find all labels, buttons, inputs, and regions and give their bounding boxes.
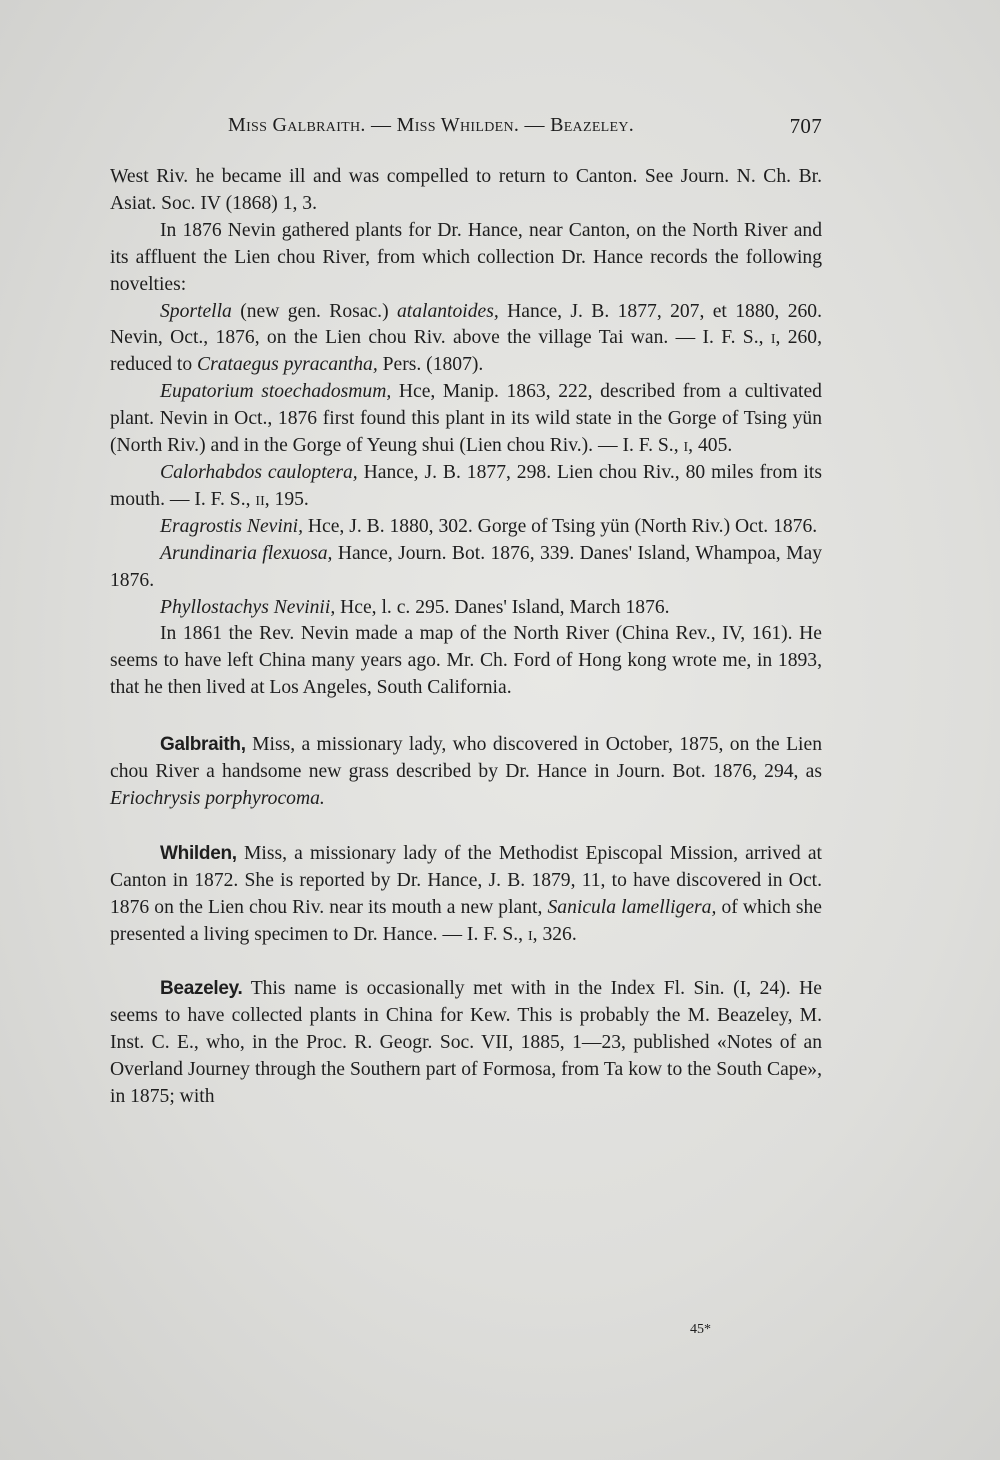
signature-mark: 45* (690, 1322, 711, 1337)
entry-galbraith: Galbraith, Miss, a missionary lady, who discovered in October, 1875, on the Lien chou River a handsome new grass described by Dr. Hance in Journ. Bot. 1876, 294, as Eriochrysis porphyrocoma. (110, 734, 822, 809)
species-name: Eragrostis Nevini, (160, 515, 303, 537)
page-number: 707 (789, 114, 822, 138)
paragraph-nevin-1876: In 1876 Nevin gathered plants for Dr. Hance, near Canton, on the North River and its affluent the Lien chou River, from which collection Dr. Hance records the following novelties: (110, 219, 822, 295)
entry-whilden: Whilden, Miss, a missionary lady of the Methodist Episcopal Mission, arrived at Canton in 1872. She is reported by Dr. Hance, J. B. 1879, 11, to have discovered in Oct. 1876 on the Lien chou Riv. near its mouth a new plant, Sanicula lamelligera, of which she presented a living specimen to Dr. Hance. — I. F. S., i, 326. (110, 842, 822, 945)
species-name: Arundinaria flexuosa, (160, 542, 333, 564)
person-name: Whilden, (160, 842, 237, 864)
paragraph-nevin-map: In 1861 the Rev. Nevin made a map of the North River (China Rev., IV, 161). He seems to have left China many years ago. Mr. Ch. Ford of Hong kong wrote me, in 1893, that he then lived at Los Angeles, South California. (110, 623, 822, 699)
species-name: Crataegus pyracantha, (197, 354, 378, 376)
running-title: Miss Galbraith. — Miss Whilden. — Beazeley. (228, 114, 635, 136)
entry-calorhabdos: Calorhabdos cauloptera, Hance, J. B. 1877, 298. Lien chou Riv., 80 miles from its mouth. — I. F. S., ii, 195. (110, 461, 822, 510)
entry-sportella: Sportella (new gen. Rosac.) atalantoides, Hance, J. B. 1877, 207, et 1880, 260. Nevin, Oct., 1876, on the Lien chou Riv. above the village Tai wan. — I. F. S., i, 260, reduced to Crataegus pyracantha, Pers. (1807). (110, 300, 822, 376)
entry-eupatorium: Eupatorium stoechadosmum, Hce, Manip. 1863, 222, described from a cultivated plant. Nevin in Oct., 1876 first found this plant in its wild state in the Gorge of Tsing yün (North Riv.) and in the Gorge of Yeung shui (Lien chou Riv.). — I. F. S., i, 405. (110, 381, 822, 457)
species-name: Calorhabdos cauloptera, (160, 461, 358, 483)
person-name: Galbraith, (160, 734, 246, 756)
entry-phyllostachys: Phyllostachys Nevinii, Hce, l. c. 295. Danes' Island, March 1876. (160, 596, 670, 618)
body-text (110, 164, 822, 1111)
species-name: Eupatorium stoechadosmum, (160, 381, 392, 403)
entry-arundinaria: Arundinaria flexuosa, Hance, Journ. Bot. 1876, 339. Danes' Island, Whampoa, May 1876. (110, 542, 822, 591)
entry-eragrostis: Eragrostis Nevini, Hce, J. B. 1880, 302. Gorge of Tsing yün (North Riv.) Oct. 1876. (160, 515, 818, 537)
species-name: Phyllostachys Nevinii, (160, 596, 336, 618)
entry-beazeley: Beazeley. This name is occasionally met with in the Index Fl. Sin. (I, 24). He seems to have collected plants in China for Kew. This is probably the M. Beazeley, M. Inst. C. E., who, in the Proc. R. Geogr. Soc. VII, 1885, 1—23, published «Notes of an Overland Journey through the Southern part of Formosa, from Ta kow to the South Cape», in 1875; with (110, 978, 822, 1108)
page-header (110, 114, 822, 144)
species-name: Sanicula lamelligera, (547, 896, 717, 918)
species-epithet: atalantoides, (396, 300, 499, 322)
person-name: Beazeley. (160, 978, 243, 1000)
paragraph-nevin-continued: West Riv. he became ill and was compelled to return to Canton. See Journ. N. Ch. Br. Asiat. Soc. IV (1868) 1, 3. (110, 166, 822, 214)
species-name: Sportella (160, 300, 232, 322)
species-name: Eriochrysis porphyrocoma. (110, 787, 325, 809)
